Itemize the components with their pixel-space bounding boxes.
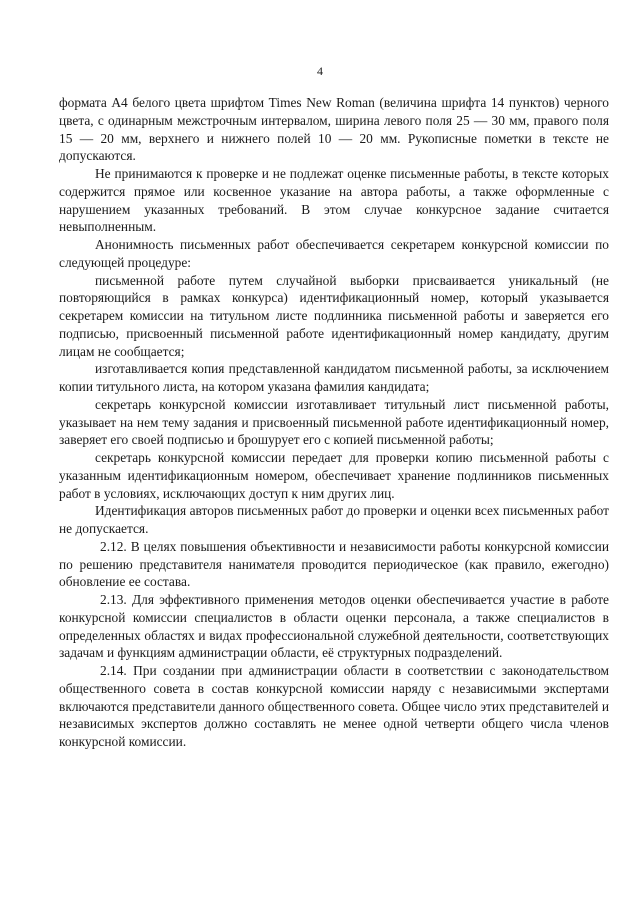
paragraph-anonymity: Анонимность письменных работ обеспечивается секретарем конкурсной комиссии по следующей процедуре: (59, 237, 609, 270)
paragraph-2-13: 2.13. Для эффективного применения методов оценки обеспечивается участие в работе конкурсной комиссии специалистов в области оценки персонала, а также специалистов в определенных областях и видах профессиональной служебной деятельности, соответствующих задачам и функциям администрации области, её структурных подразделений. (59, 592, 609, 661)
paragraph-copy: изготавливается копия представленной кандидатом письменной работы, за исключением копии титульного листа, на котором указана фамилия кандидата; (59, 361, 609, 394)
paragraph-identification: Идентификация авторов письменных работ до проверки и оценки всех письменных работ не допускается. (59, 503, 609, 536)
paragraph-id-number: письменной работе путем случайной выборки присваивается уникальный (не повторяющийся в рамках конкурса) идентификационный номер, который указывается секретарем комиссии на титульном листе подлинника письменной работы и заверяется его подписью, присвоенный письменной работе идентификационный номер кандидату, другим лицам не сообщается; (59, 272, 609, 359)
document-body (59, 94, 609, 751)
page-number: 4 (317, 64, 323, 78)
paragraph-format-requirements: формата А4 белого цвета шрифтом Times New Roman (величина шрифта 14 пунктов) черного цвета, с одинарным межстрочным интервалом, ширина левого поля 25 — 30 мм, правого поля 15 — 20 мм, верхнего и нижнего полей 10 — 20 мм. Рукописные пометки в тексте не допускаются. (59, 95, 609, 164)
paragraph-transfer: секретарь конкурсной комиссии передает для проверки копию письменной работы с указанным идентификационным номером, обеспечивает хранение подлинников письменных работ в условиях, исключающих доступ к ним других лиц. (59, 450, 609, 501)
paragraph-not-accepted: Не принимаются к проверке и не подлежат оценке письменные работы, в тексте которых содержится прямое или косвенное указание на автора работы, а также оформленные с нарушением указанных требований. В этом случае конкурсное задание считается невыполненным. (59, 166, 609, 235)
paragraph-2-14: 2.14. При создании при администрации области в соответствии с законодательством общественного совета в состав конкурсной комиссии наряду с независимыми экспертами включаются представители данного общественного совета. Общее число этих представителей и независимых экспертов должно составлять не менее одной четверти общего числа членов конкурсной комиссии. (59, 663, 609, 749)
paragraph-title-sheet: секретарь конкурсной комиссии изготавливает титульный лист письменной работы, указывает на нем тему задания и присвоенный письменной работе идентификационный номер, заверяет его своей подписью и брошурует его с копией письменной работы; (59, 396, 609, 448)
paragraph-2-12: 2.12. В целях повышения объективности и независимости работы конкурсной комиссии по решению представителя нанимателя проводится периодическое (как правило, ежегодно) обновление ее состава. (59, 538, 609, 590)
